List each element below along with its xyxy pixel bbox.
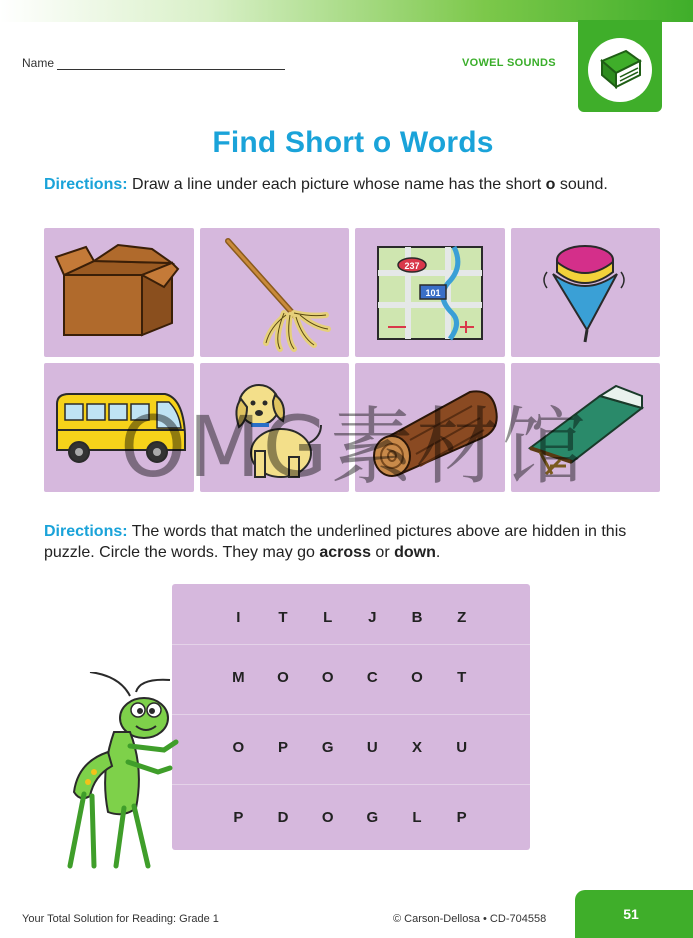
book-icon xyxy=(596,47,644,93)
word-search-puzzle xyxy=(172,584,530,850)
map-route-237: 237 xyxy=(404,260,420,271)
puzzle-letter[interactable]: L xyxy=(323,608,333,626)
puzzle-row xyxy=(172,784,530,850)
picture-map[interactable] xyxy=(355,228,505,357)
watermark: OMG素材馆 xyxy=(120,398,588,496)
picture-box[interactable] xyxy=(44,228,194,357)
picture-mop[interactable] xyxy=(200,228,350,357)
puzzle-letter[interactable]: U xyxy=(366,739,378,756)
puzzle-letter[interactable]: G xyxy=(366,809,379,826)
puzzle-letter[interactable]: T xyxy=(278,608,288,626)
puzzle-letter[interactable]: X xyxy=(411,739,422,756)
directions-2-bold-down: down xyxy=(394,544,436,561)
puzzle-letter[interactable]: P xyxy=(456,809,467,826)
puzzle-letter[interactable]: Z xyxy=(457,608,467,626)
puzzle-letter[interactable]: D xyxy=(277,809,289,826)
puzzle-letter[interactable]: B xyxy=(411,608,423,626)
directions-2-text-b: or xyxy=(370,544,395,561)
directions-2-label: Directions: xyxy=(44,523,128,540)
directions-1-text-a: Draw a line under each picture whose name has the short xyxy=(127,176,546,193)
name-field[interactable] xyxy=(22,56,285,70)
directions-2 xyxy=(44,521,664,563)
puzzle-row xyxy=(172,644,530,710)
puzzle-letter[interactable]: O xyxy=(277,669,289,686)
mop-icon xyxy=(214,233,334,353)
directions-1-text-b: sound. xyxy=(555,176,608,193)
name-line[interactable] xyxy=(57,58,285,70)
puzzle-letter[interactable]: G xyxy=(321,739,334,756)
map-route-101: 101 xyxy=(425,287,441,298)
puzzle-letter[interactable]: I xyxy=(236,608,241,626)
puzzle-row xyxy=(172,584,530,650)
section-label: VOWEL SOUNDS xyxy=(462,57,556,69)
directions-2-bold-across: across xyxy=(319,544,371,561)
grasshopper-illustration xyxy=(64,672,184,872)
directions-2-text-a: The words that match the underlined pictures above are hidden in this puzzle. Circle the words. They may go xyxy=(44,523,627,561)
directions-2-text-c: . xyxy=(435,544,441,561)
puzzle-letter[interactable]: U xyxy=(456,739,468,756)
puzzle-letter[interactable]: J xyxy=(368,608,377,626)
directions-1-bold: o xyxy=(545,176,556,193)
puzzle-letter[interactable]: O xyxy=(321,669,334,686)
page-number: 51 xyxy=(575,890,693,938)
puzzle-letter[interactable]: L xyxy=(412,809,422,826)
top-icon xyxy=(535,238,635,348)
puzzle-letter[interactable]: M xyxy=(232,669,245,686)
puzzle-letter[interactable]: T xyxy=(457,669,467,686)
top-color-bar xyxy=(0,0,693,22)
puzzle-letter[interactable]: P xyxy=(233,809,244,826)
puzzle-row xyxy=(172,714,530,780)
puzzle-letter[interactable]: O xyxy=(232,739,245,756)
map-icon xyxy=(374,243,486,343)
puzzle-letter[interactable]: O xyxy=(411,669,423,686)
puzzle-letter[interactable]: O xyxy=(321,809,334,826)
box-icon xyxy=(54,243,184,343)
puzzle-letter[interactable]: P xyxy=(277,739,288,756)
directions-1-label: Directions: xyxy=(44,176,128,193)
directions-1 xyxy=(44,174,664,195)
section-tab xyxy=(578,20,662,112)
page-title: Find Short o Words xyxy=(212,126,494,159)
name-label: Name xyxy=(22,56,55,70)
footer-right: © Carson-Dellosa • CD-704558 xyxy=(393,913,547,925)
picture-top[interactable] xyxy=(511,228,661,357)
footer-left: Your Total Solution for Reading: Grade 1 xyxy=(22,913,219,925)
puzzle-letter[interactable]: C xyxy=(366,669,378,686)
